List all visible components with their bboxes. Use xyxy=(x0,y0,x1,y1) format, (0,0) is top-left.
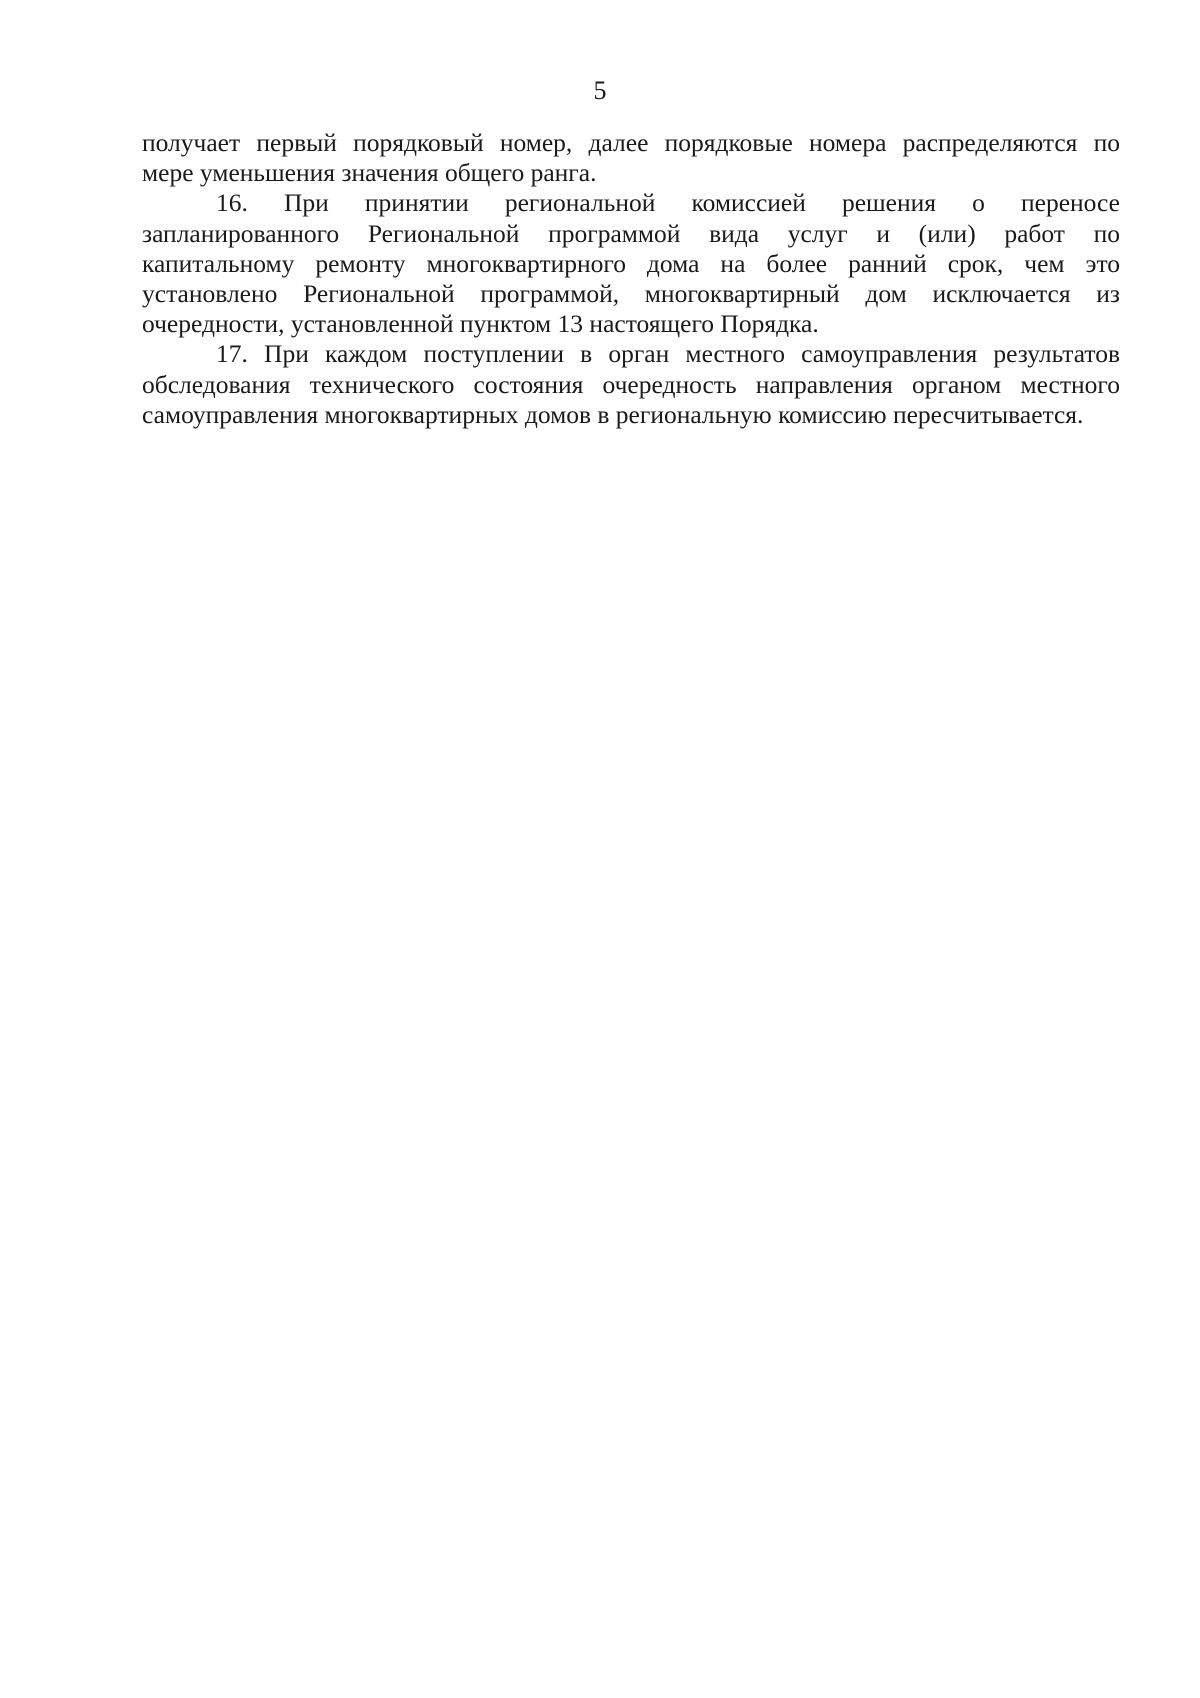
text-line: 16. При принятии региональной комиссией решения о переносе xyxy=(216,188,1120,218)
text-line: запланированного Региональной программой вида услуг и (или) работ по xyxy=(142,218,1120,248)
text-line: мере уменьшения значения общего ранга. xyxy=(142,158,597,188)
text-line: капитальному ремонту многоквартирного дома на более ранний срок, чем это xyxy=(142,248,1120,278)
paragraph-17 xyxy=(142,339,1120,430)
text-line: 17. При каждом поступлении в орган местного самоуправления результатов xyxy=(216,339,1120,369)
paragraph-continuation xyxy=(142,128,1120,188)
page-number: 5 xyxy=(593,76,607,105)
text-line: получает первый порядковый номер, далее порядковые номера распределяются по xyxy=(142,128,1120,157)
text-line: самоуправления многоквартирных домов в региональную комиссию пересчитывается. xyxy=(142,399,1084,429)
document-body xyxy=(142,128,1120,430)
text-line: очередности, установленной пунктом 13 настоящего Порядка. xyxy=(142,309,819,339)
paragraph-16 xyxy=(142,188,1120,339)
text-line: установлено Региональной программой, многоквартирный дом исключается из xyxy=(142,279,1120,309)
text-line: обследования технического состояния очередность направления органом местного xyxy=(142,369,1120,399)
